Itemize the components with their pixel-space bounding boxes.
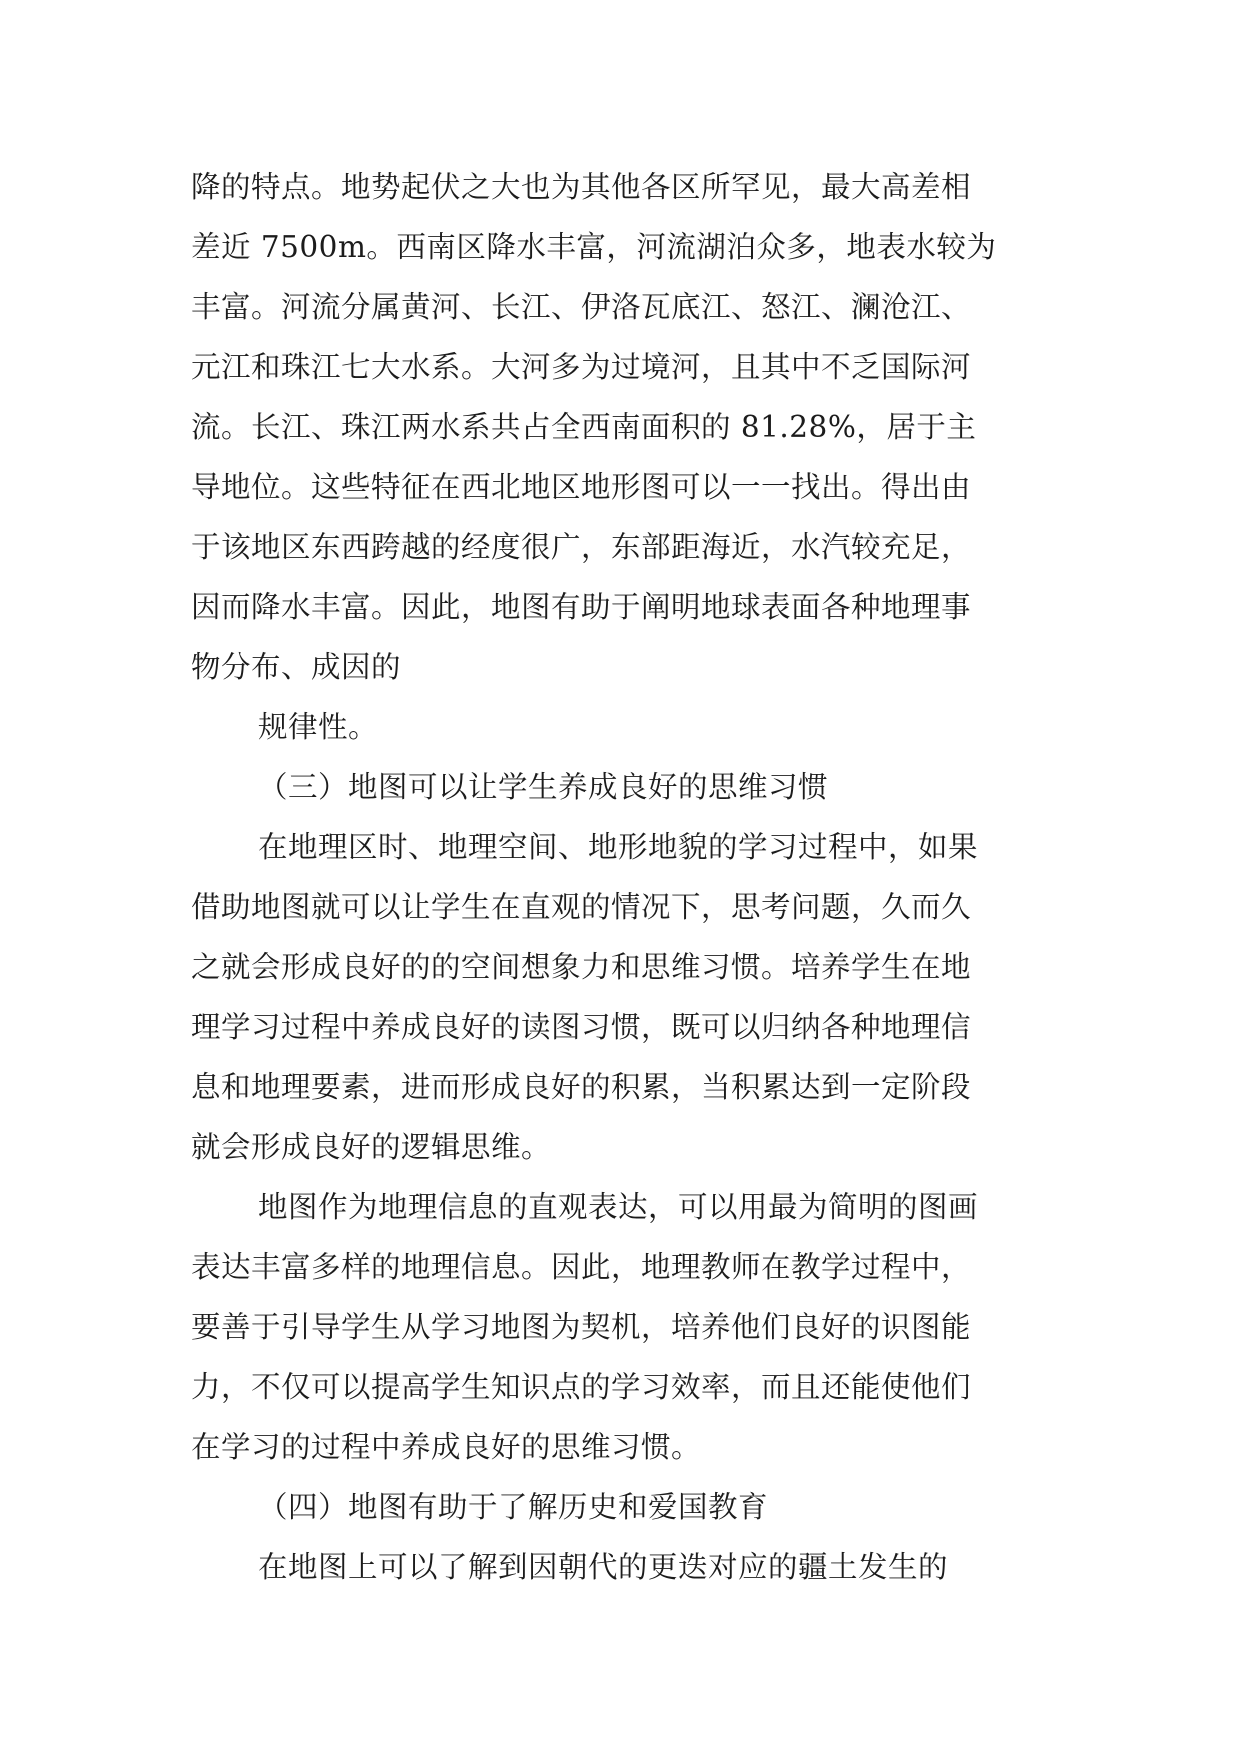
body-line: 规律性。	[258, 710, 379, 744]
body-line: 于该地区东西跨越的经度很广，东部距海近，水汽较充足，	[191, 530, 972, 564]
body-line: 元江和珠江七大水系。大河多为过境河，且其中不乏国际河	[191, 350, 972, 384]
body-line: 理学习过程中养成良好的读图习惯，既可以归纳各种地理信	[191, 1010, 972, 1044]
body-line: 在地图上可以了解到因朝代的更迭对应的疆土发生的	[258, 1550, 949, 1584]
section-heading-3: （三）地图可以让学生养成良好的思维习惯	[258, 770, 829, 804]
body-line: 地图作为地理信息的直观表达，可以用最为简明的图画	[258, 1190, 979, 1224]
body-line: 在地理区时、地理空间、地形地貌的学习过程中，如果	[258, 830, 979, 864]
body-line: 物分布、成因的	[191, 650, 402, 684]
section-heading-4: （四）地图有助于了解历史和爱国教育	[258, 1490, 769, 1524]
body-line: 降的特点。地势起伏之大也为其他各区所罕见，最大高差相	[191, 170, 972, 204]
body-line: 差近 7500m。西南区降水丰富，河流湖泊众多，地表水较为	[191, 230, 997, 264]
body-line: 力，不仅可以提高学生知识点的学习效率，而且还能使他们	[191, 1370, 972, 1404]
body-line: 就会形成良好的逻辑思维。	[191, 1130, 552, 1164]
body-line: 息和地理要素，进而形成良好的积累，当积累达到一定阶段	[191, 1070, 972, 1104]
body-line: 要善于引导学生从学习地图为契机，培养他们良好的识图能	[191, 1310, 972, 1344]
body-line: 导地位。这些特征在西北地区地形图可以一一找出。得出由	[191, 470, 972, 504]
body-line: 因而降水丰富。因此，地图有助于阐明地球表面各种地理事	[191, 590, 972, 624]
body-line: 表达丰富多样的地理信息。因此，地理教师在教学过程中，	[191, 1250, 972, 1284]
body-line: 借助地图就可以让学生在直观的情况下，思考问题，久而久	[191, 890, 972, 924]
body-line: 在学习的过程中养成良好的思维习惯。	[191, 1430, 702, 1464]
body-line: 流。长江、珠江两水系共占全西南面积的 81.28%，居于主	[191, 410, 977, 444]
body-line: 之就会形成良好的的空间想象力和思维习惯。培养学生在地	[191, 950, 972, 984]
body-line: 丰富。河流分属黄河、长江、伊洛瓦底江、怒江、澜沧江、	[191, 290, 972, 324]
